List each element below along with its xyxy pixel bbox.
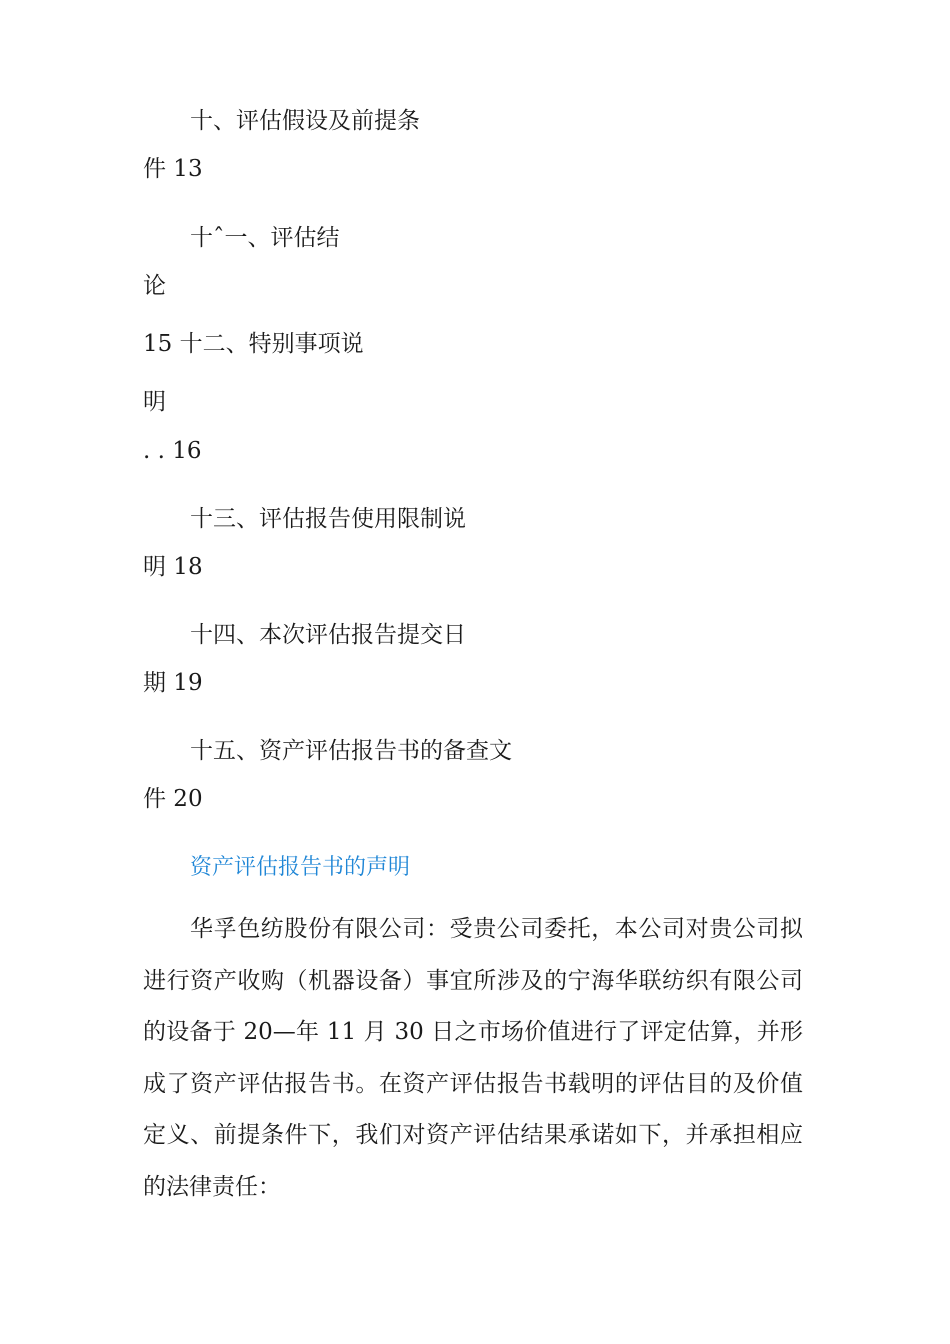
toc-item-15-line1: 十五、资产评估报告书的备查文 [190, 738, 512, 764]
toc-item-11-line2: 论 [143, 273, 166, 299]
toc-item-14-line1: 十四、本次评估报告提交日 [190, 622, 466, 648]
toc-item-10-line2: 件 13 [143, 156, 203, 182]
toc-item-12-line1: 15 十二、特别事项说 [143, 331, 364, 357]
toc-item-10-line1: 十、评估假设及前提条 [190, 108, 420, 134]
toc-item-15-line2: 件 20 [143, 786, 203, 812]
toc-item-11-line1: 十ˆ一、评估结 [190, 225, 340, 251]
toc-item-13-line1: 十三、评估报告使用限制说 [190, 506, 466, 532]
declaration-paragraph: 华孚色纺股份有限公司：受贵公司委托，本公司对贵公司拟进行资产收购（机器设备）事宜所涉及的宁海华联纺织有限公司的设备于 20—年 11 月 30 日之市场价值进行了评定估算，并形成了资产评估报告书。在资产评估报告书载明的评估目的及价值定义、前提条件下，我们对资产评估结果承诺如下，并承担相应的法律责任： [143, 916, 803, 1200]
toc-item-14-line2: 期 19 [143, 670, 203, 696]
toc-item-12-line2: 明 [143, 389, 166, 415]
toc-item-13-line2: 明 18 [143, 554, 203, 580]
toc-item-12-line3: . . 16 [143, 438, 202, 464]
declaration-heading: 资产评估报告书的声明 [190, 855, 411, 880]
